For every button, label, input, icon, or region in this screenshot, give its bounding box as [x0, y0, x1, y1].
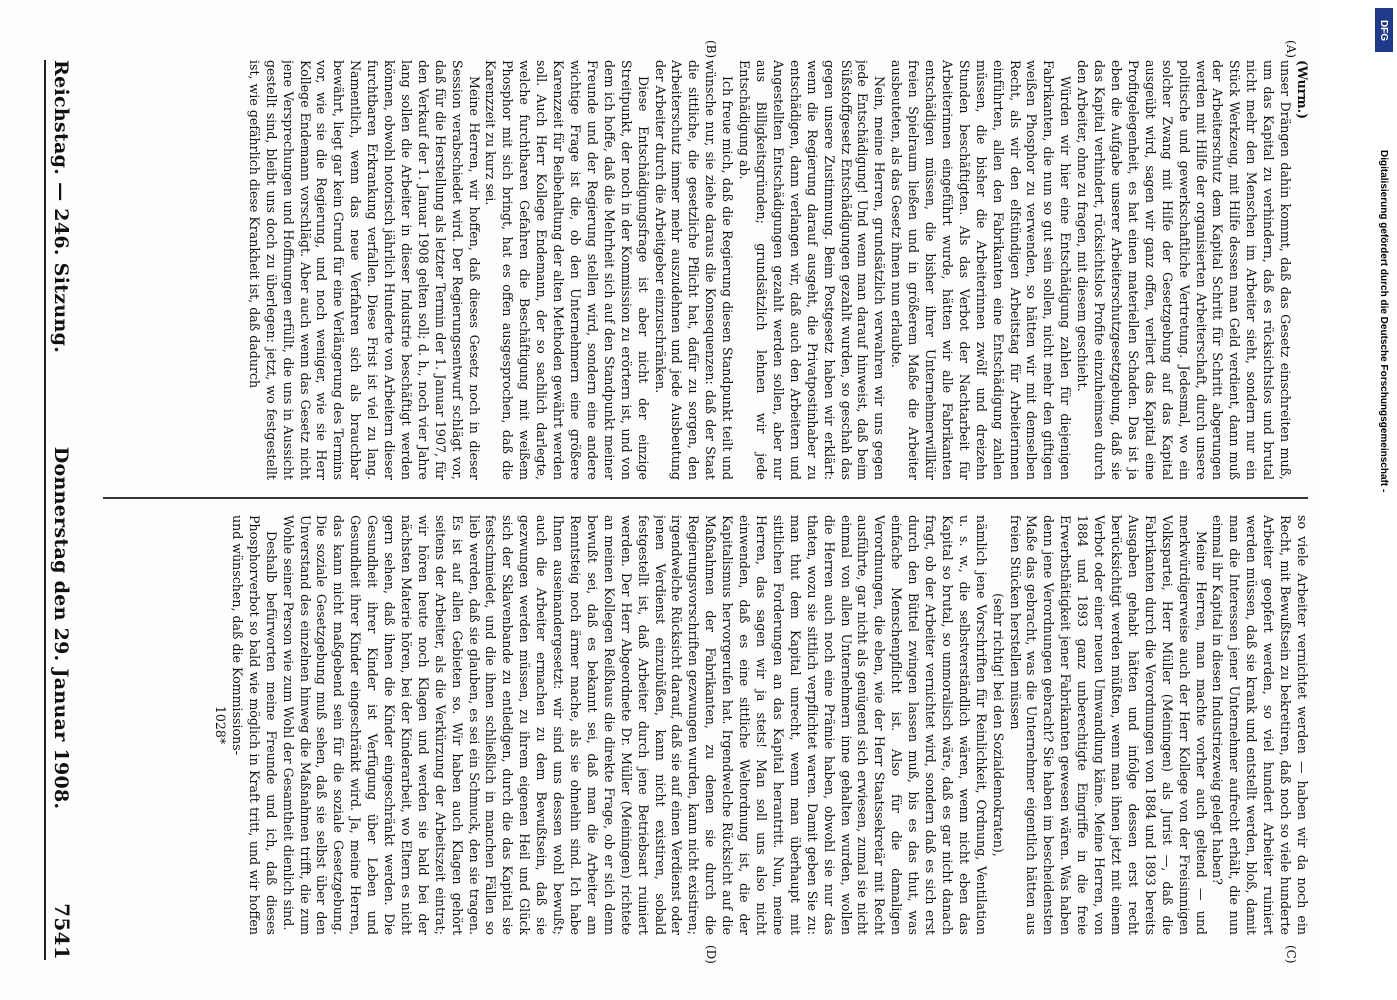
column-divider — [103, 497, 1308, 499]
margin-mark-a: (A) — [1284, 40, 1298, 59]
left-paragraph-2: Würden wir hier eine Entschädigung zahlen für diejenigen Fabrikanten, die nun so gut sein sollen, nicht mehr den giftigen weißen Phosphor zu verwenden, so hätten wir mit demselben Recht, als wir den elfstündigen Arbeitstag für Arbeiterinnen einführten, allen den Fabrikanten eine Entschädigung zahlen müssen, die bisher die Arbeiterinnen zwölf und dreizehn Stunden beschäftigten. Als das Verbot der Nachtarbeit für Arbeiterinnen eingeführt wurde, hätten wir alle Fabrikanten entschädigen müssen, die bisher ihrer Unternehmerwillkür freien Spielraum ließen und in größerem Maße die Arbeiter ausbeuteten, als das Gesetz ihnen nun erlaubte. — [889, 60, 1074, 480]
header-date: Donnerstag den 29. Januar 1908. — [50, 446, 72, 810]
dfg-logo — [1375, 8, 1393, 52]
left-paragraph-3: Nein, meine Herren, grundsätzlich verwahren wir uns gegen jede Entschädigung! Und wenn man darauf hinweist, daß beim Süßstoffgesetz Entschädigungen gezahlt wurden, so geschah das gegen unsere Zustimmung. Beim Postgesetz haben wir erklärt: wenn die Regierung darauf ausgeht, die Privatpostinhaber zu entschädigen, dann verlangen wir, daß auch den Arbeitern und Angestellten Entschädigungen gezahlt werden sollen, aber nur aus Billigkeitsgründen; grundsätzlich lehnen wir jede Entschädigung ab. — [737, 60, 888, 480]
dfg-logo-text: DFG — [1378, 19, 1390, 41]
right-column — [100, 515, 1310, 935]
digitization-credit — [1377, 150, 1391, 850]
page-number: 7541 — [50, 903, 74, 960]
speaker-label: (Wurm.) — [1295, 60, 1310, 120]
right-paragraph-3: nämlich jene Vorschriften für Reinlichkeit, Ordnung, Ventilation u. s. w., die selbstverständlich wären, wenn nicht eben das Kapital so brutal, so unmoralisch wäre, daß es gar nicht danach fragt, ob der Arbeiter vernichtet wird, sondern daß es sich erst durch den Büttel zwingen lassen muß, bis es das thut, was einfache Menschenpflicht ist. Also für die damaligen Verordnungen, die eben, wie der Herr Staatssekretär mit Recht ausführte, gar nicht als genügend sich erwiesen, zumal sie nicht einmal von allen Unternehmern inne gehalten wurden, wollen die Herren auch noch eine Prämie haben, obwohl sie nur das thaten, wozu sie sittlich verpflichtet waren. Damit geben Sie zu: man thut dem Kapital unrecht, wenn man überhaupt mit sittlichen Forderungen an das Kapital herantritt. Nun, meine Herren, das sagen wir ja stets! Man soll uns also nicht einwenden, daß es eine sittliche Weltordnung ist, die der Kapitalismus hervorgerufen hat. Irgendwelche Rücksicht auf die Maßnahmen der Fabrikanten, zu denen sie durch die Regierungsvorschriften gezwungen wurden, kann nicht existiren; irgendwelche Rücksicht darauf, daß sie auf einen Verdienst oder jenen Verdienst einzubüßen, kann nicht existiren, sobald festgestellt ist, daß Arbeiter durch jene Betriebsart ruiniert werden. Der Herr Abgeordnete Dr. Müller (Meiningen) richtete an meinen Kollegen Reißhaus die direkte Frage, ob er sich denn bewußt sei, daß es bekannt sei, daß man die Arbeiter am Renntsteig noch ärmer mache, als sie ohnehin sind. Ich habe Ihnen auseinandergesetzt: wir sind uns dessen wohl bewußt; auch die Arbeiter ermachen zu dem Bewußtsein, daß sie gezwungen werden müssen, zu ihrem eigenen Heil und Glück sich der Sklavenbande zu entledigen, durch die das Kapital sie festschmiedet, und die ihnen schließlich in manchen Fällen so lieb werden, daß sie glauben, es sei ein Schmuck, den sie tragen. Es ist auf allen Gebieten so. Wir haben auch Klagen gehört seitens der Arbeiter, als die Verkürzung der Arbeitszeit eintrat; wir hören heute noch Klagen und werden sie bald bei der nächsten Materie hören, bei der Kinderarbeit, wo Eltern es nicht gern sehen, daß ihnen die Kinder eingeschränkt werden. Die Gesundheit ihrer Kinder ist Verfügung über Leben und Gesundheit ihrer Kinder eingeschränkt wird. Ja, meine Herren, das kann nicht maßgebend sein für die soziale Gesetzgebung. Die soziale Gesetzgebung muß sehen, daß sie selbst über den Unverstand des einzelnen hinweg die Maßnahmen trifft, die zum Wohle seiner Person wie zum Wohl der Gesamtheit dienlich sind. — [280, 515, 989, 935]
running-header — [44, 60, 90, 960]
right-paragraph-4: Deshalb befürworten meine Freunde und ich, daß dieses Phosphorverbot so bald wie möglich in Kraft tritt, und wir hoffen und wünschen, daß die Kommissions- — [229, 515, 279, 935]
digitization-credit-text: Digitalisierung gefördert durch die Deutsche Forschungsgemeinschaft - — [1378, 150, 1389, 493]
signature-mark: 1028* — [213, 705, 228, 745]
left-paragraph-1: unser Drängen dahin kommt, daß das Gesetz einschreiten muß, um das Kapital zu verhindern, daß es rücksichtslos und brutal nicht mehr den Menschen im Arbeiter sieht, sondern nur ein Stück Werkzeug, mit Hilfe dessen man Geld verdient, dann muß der Arbeiterschutz dem Kapital Schritt für Schritt abgerungen werden mit Hilfe der organisierten Arbeiterschaft, durch unsere politische und gewerkschaftliche Vertretung. Jedesmal, wo ein solcher Zwang mit Hilfe der Gesetzgebung auf das Kapital ausgeübt wird, sagen wir ganz offen, verliert das Kapital eine Profitgelegenheit, es hat einen materiellen Schaden. Das ist ja eben die Aufgabe unserer Arbeiterschutzgesetzgebung, daß sie das Kapital verhindert, rücksichtslos Profite einzuheimsen durch den Arbeiter, ohne zu fragen, mit diesem geschieht. — [1075, 60, 1294, 480]
margin-mark-b: (B) — [704, 40, 718, 59]
right-paragraph-2: Meine Herren, man machte vorher auch geltend — und merkwürdigerweise auch der Herr Kollege von der Freisinnigen Volkspartei, Herr Müller (Meiningen) als Jurist —, daß die Fabrikanten durch die Verordnungen von 1884 und 1893 bereits Ausgaben gehabt hätten und infolge dessen erst recht berücksichtigt werden müßten, wenn man ihnen jetzt mit einem Verbot oder einer neuen Umwandlung käme. Meine Herren, von 1884 und 1893 ganz unberechtigte Eingriffe in die freie Erwerbsthätigkeit jener Fabrikanten gewesen wären. Was haben denn jene Verordnungen gebracht? Sie haben im bescheidensten Maße das gebracht, was die Unternehmer eigentlich hätten aus freien Stücken herstellen müssen — [1007, 515, 1209, 935]
header-left: Reichstag. — 246. Sitzung. — [50, 60, 72, 354]
left-paragraph-6: Meine Herren, wir hoffen, daß dieses Gesetz noch in dieser Session verabschiedet wird. Der Regierungsentwurf schlägt vor, daß für die Herstellung als letzter Termin der 1. Januar 1907, für den Verkauf der 1. Januar 1908 gelten soll; d. h., noch vier Jahre lang sollen die Arbeiter in dieser Industrie beschäftigt werden können, obwohl notorisch jährlich Hunderte von Arbeitern dieser furchtbaren Erkrankung verfallen. Diese Frist ist viel zu lang. Namentlich, wenn das neue Verfahren sich als brauchbar bewährt, liegt gar kein Grund für eine Verlängerung des Termins vor, wie sie die Regierung, und noch weniger, wie sie Herr Kollege Endemann vorschlägt. Aber auch wenn das Gesetz nicht jene Versprechungen und Hoffnungen erfüllt, die uns in Aussicht gestellt sind, bleibt uns doch zu überlegen: jetzt, wo festgestellt ist, wie gefährlich diese Krankheit ist, daß dadurch — [246, 60, 482, 480]
left-paragraph-4: Ich freue mich, daß die Regierung diesen Standpunkt teilt und wünsche nur, sie ziehe daraus die Konsequenzen: daß der Staat die sittliche, die gesetzliche Pflicht hat, dafür zu sorgen, den Arbeiterschutz immer mehr auszudehnen und jede Ausbeutung der Arbeiter durch die Arbeitgeber einzuschränken. — [652, 60, 736, 480]
left-paragraph-5: Diese Entschädigungsfrage ist aber nicht der einzige Streitpunkt, der noch in der Kommission zu erörtern ist, und von dem ich hoffe, daß die Mehrheit sich auf den Standpunkt meiner Freunde und der Regierung stellen wird, sondern eine andere wichtige Frage ist die, ob den Unternehmern eine größere Karenzzeit für Beibehaltung der alten Methoden gewährt werden soll. Auch Herr Kollege Endemann, der so sachlich darlegte, welche furchtbaren Gefahren die Beschäftigung mit weißem Phosphor mit sich bringt, hat es offen ausgesprochen, daß die Karenzzeit zu kurz sei. — [483, 60, 651, 480]
right-paragraph-1: so viele Arbeiter vernichtet werden — haben wir da noch ein Recht, mit Bewußtsein zu bekretiren, daß noch so viele hunderte Arbeiter geopfert werden, so viel hundert Arbeiter ruiniert werden müssen, daß sie krank und entstellt werden, bloß, damit man die Interessen jener Unternehmer aufrecht erhält, die nun einmal ihr Kapital in diesen Industriezweig gelegt haben? — [1210, 515, 1310, 935]
left-column — [100, 60, 1310, 480]
interjection: (sehr richtig! bei den Sozialdemokraten), — [990, 593, 1006, 857]
margin-mark-c: (C) — [1284, 945, 1298, 964]
margin-mark-d: (D) — [704, 945, 718, 964]
